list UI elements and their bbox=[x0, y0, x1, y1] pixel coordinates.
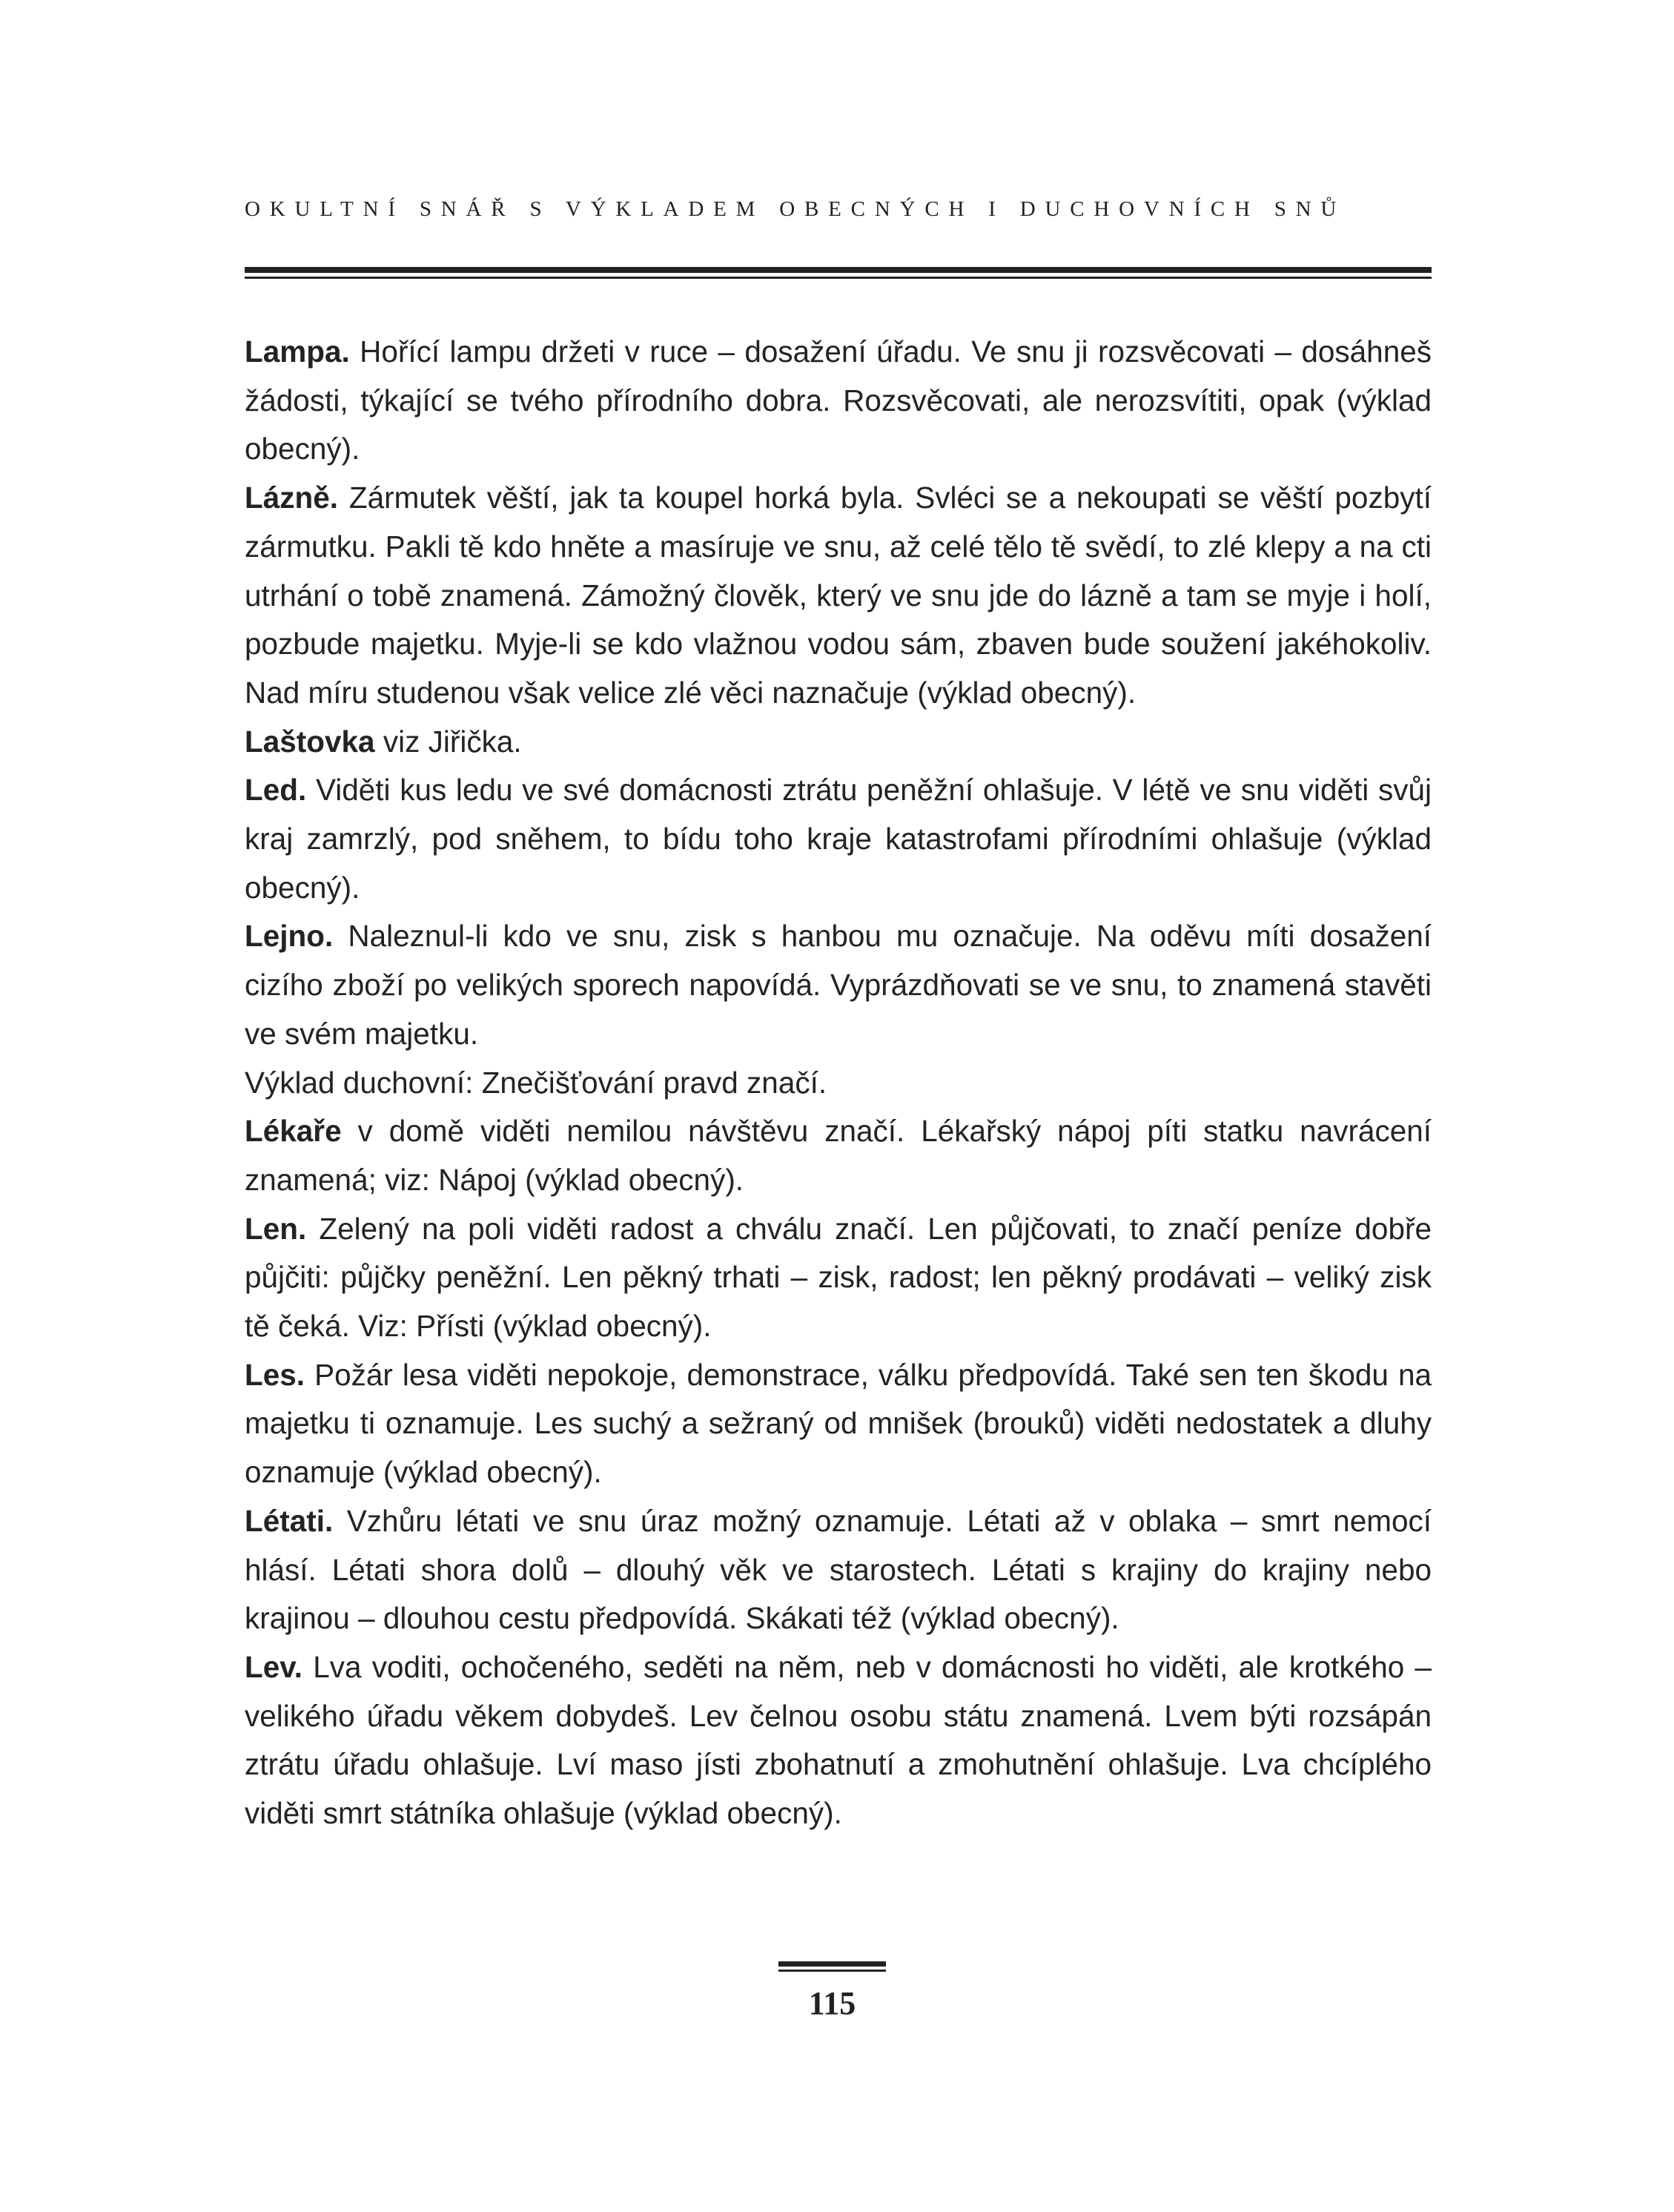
entry-text: Výklad duchovní: Znečišťování pravd značí. bbox=[245, 1065, 827, 1100]
entry-text: Zármutek věští, jak ta koupel horká byla. Svléci se a nekoupati se věští pozbytí zármutku. Pakli tě kdo hněte a masíruje ve snu, až celé tělo tě svědí, to zlé klepy a na cti utrhání o tobě znamená. Zámožný člověk, který ve snu jde do lázně a tam se myje i holí, pozbude majetku. Myje-li se kdo vlažnou vodou sám, zbaven bude soužení jakéhokoliv. Nad míru studenou však velice zlé věci naznačuje (výklad obecný). bbox=[245, 481, 1432, 710]
running-head: OKULTNÍ SNÁŘ S VÝKLADEM OBECNÝCH I DUCHOVNÍCH SNŮ bbox=[245, 197, 1346, 221]
entry-term: Lejno. bbox=[245, 919, 334, 954]
entry-led bbox=[245, 766, 1432, 912]
entry-text: Lva voditi, ochočeného, seděti na něm, neb v domácnosti ho viděti, ale krotkého – velikého úřadu věkem dobydeš. Lev čelnou osobu státu znamená. Lvem býti rozsápán ztrátu úřadu ohlašuje. Lví maso jísti zbohatnutí a zmohutnění ohlašuje. Lva chcíplého viděti smrt státníka ohlašuje (výklad obecný). bbox=[245, 1649, 1432, 1831]
entry-lejno-spiritual bbox=[245, 1059, 1432, 1108]
entry-term: Lev. bbox=[245, 1649, 303, 1684]
entry-term: Lékaře bbox=[245, 1114, 342, 1149]
header-double-rule bbox=[245, 267, 1432, 279]
entry-term: Lázně. bbox=[245, 481, 339, 515]
entry-lekare bbox=[245, 1107, 1432, 1204]
dictionary-entries bbox=[245, 328, 1432, 1838]
entry-term: Len. bbox=[245, 1211, 307, 1246]
footer-rule-thick bbox=[778, 1961, 886, 1967]
entry-len bbox=[245, 1205, 1432, 1351]
entry-lejno bbox=[245, 912, 1432, 1058]
entry-term: Létati. bbox=[245, 1503, 334, 1538]
header-rule-thick bbox=[245, 267, 1432, 273]
entry-text: Zelený na poli viděti radost a chválu značí. Len půjčovati, to značí peníze dobře půjčiti: půjčky peněžní. Len pěkný trhati – zisk, radost; len pěkný prodávati – veliký zisk tě čeká. Viz: Přísti (výklad obecný). bbox=[245, 1211, 1432, 1344]
entry-term: Laštovka bbox=[245, 724, 375, 759]
entry-lampa bbox=[245, 328, 1432, 474]
entry-letati bbox=[245, 1497, 1432, 1643]
entry-term: Lampa. bbox=[245, 334, 350, 369]
entry-lastovka bbox=[245, 718, 1432, 767]
footer-rule-thin bbox=[778, 1970, 886, 1972]
footer-double-rule bbox=[778, 1961, 886, 1972]
page-number: 115 bbox=[808, 1985, 856, 2021]
entry-lev bbox=[245, 1643, 1432, 1838]
entry-text: Požár lesa viděti nepokoje, demonstrace, válku předpovídá. Také sen ten škodu na majetku ti oznamuje. Les suchý a sežraný od mnišek (brouků) viděti nedostatek a dluhy oznamuje (výklad obecný). bbox=[245, 1357, 1432, 1490]
entry-lazne bbox=[245, 474, 1432, 718]
entry-term: Les. bbox=[245, 1357, 305, 1392]
entry-text: viz Jiřička. bbox=[374, 724, 522, 759]
entry-text: Viděti kus ledu ve své domácnosti ztrátu peněžní ohlašuje. V létě ve snu viděti svůj kraj zamrzlý, pod sněhem, to bídu toho kraje katastrofami přírodními ohlašuje (výklad obecný). bbox=[245, 773, 1432, 905]
entry-text: v domě viděti nemilou návštěvu značí. Lékařský nápoj píti statku navrácení znamená; viz: Nápoj (výklad obecný). bbox=[245, 1114, 1432, 1197]
entry-term: Led. bbox=[245, 773, 307, 808]
entry-text: Hořící lampu držeti v ruce – dosažení úřadu. Ve snu ji rozsvěcovati – dosáhneš žádosti, týkající se tvého přírodního dobra. Rozsvěcovati, ale nerozsvítiti, opak (výklad obecný). bbox=[245, 334, 1432, 466]
entry-text: Naleznul-li kdo ve snu, zisk s hanbou mu označuje. Na oděvu míti dosažení cizího zboží po velikých sporech napovídá. Vyprázdňovati se ve snu, to znamená stavěti ve svém majetku. bbox=[245, 919, 1432, 1051]
header-rule-thin bbox=[245, 277, 1432, 279]
entry-text: Vzhůru létati ve snu úraz možný oznamuje. Létati až v oblaka – smrt nemocí hlásí. Létati shora dolů – dlouhý věk ve starostech. Létati s krajiny do krajiny nebo krajinou – dlouhou cestu předpovídá. Skákati též (výklad obecný). bbox=[245, 1503, 1432, 1636]
entry-les bbox=[245, 1351, 1432, 1497]
